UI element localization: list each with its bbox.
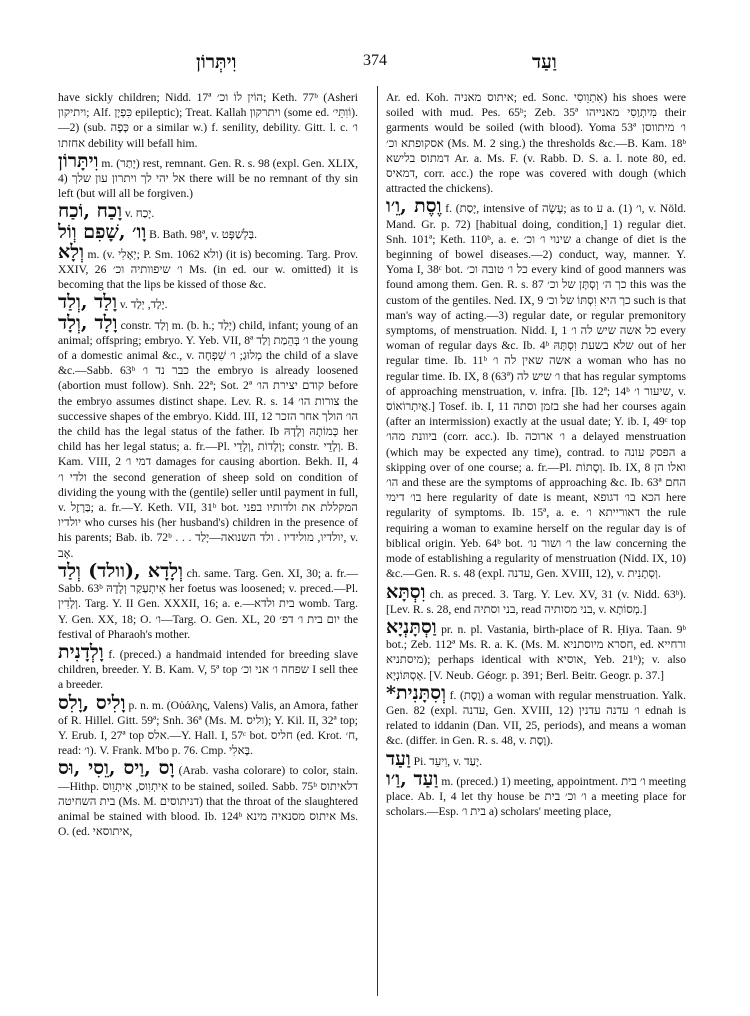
entry-headword: וְלָא	[58, 240, 84, 263]
dictionary-entry	[386, 681, 686, 749]
entry-definition: pr. n. pl. Vastania, birth-place of R. Ḥiya. Taan. 9ᵇ bot.; Zeb. 112ª Ms. R. a. K. (Ms. M. חסרא מיוסתניא, ed. ורחייא מיסתניא); perhaps identical with אוסיא, Yeb. 21ᵇ); v. also אָסְתּוֹנְיָא. [V. Neub. Géogr. p. 391; Berl. Beitr. Geogr. p. 37.]	[386, 622, 686, 682]
entry-definition: ch. as preced. 3. Targ. Y. Lev. XV, 31 (v. Nidd. 63ᵇ). [Lev. R. s. 28, end בני וסתיה, read בני מסותיה, v. מְסוֹתָא.]	[386, 587, 686, 616]
header-left-guide-word: וִיתְּרוֹן	[196, 52, 237, 73]
dictionary-entry	[386, 90, 686, 196]
entry-definition: ch. same. Targ. Gen. XI, 30; a. fr.—Sabb. 63ᵇ אִיתְעַקַר וְלָדָהּ her foetus was loosened; v. preced.—Pl. וְלָדִין. Targ. Y. II Gen. XXXII, 16; a. e.—בית ולדא womb. Targ. Y. Gen. XX, 18; O. ו׳—Targ. O. Gen. XL, 20 יום בית ו׳ דפ׳ the festival of Pharaoh's mother.	[58, 566, 358, 641]
running-head	[0, 52, 750, 82]
dictionary-entry	[58, 220, 358, 243]
entry-definition: (Arab. vasha colorare) to color, stain. —Hithp. אִיתְוִוס, אִיתְוֵוס to be stained, soiled. Sabb. 75ᵇ דלאיתוס בית השחיטה (Ms. M. דניתוסים) that the throat of the slaughtered animal be stained with blood. Ib. 124ᵇ איתוס מסנאיה מינא Ms. O. (ed. איתוסאי,	[58, 764, 358, 839]
dictionary-entry	[386, 580, 686, 617]
entry-headword: וָס ,וַיס ,וֵסִי ,וּס	[58, 757, 175, 780]
entry-headword: וַסְתָּנְיָא	[386, 615, 437, 638]
entry-definition: have sickly children; Nidd. 17ª הוֹין לוֹ וכ׳; Keth. 77ᵇ (Asheri ויתיקון; Alf. כִּפְיָן epileptic); Treat. Kallah ויתרקון (some ed. וֹוִתֵּי׳).—2) (sub. כָּפָה or a similar w.) f. senility, debility. Gitt. l. c. ו׳ אחזתו debility will befall him.	[58, 91, 358, 150]
left-column	[58, 90, 358, 1002]
entry-headword: וִסְתָּא	[386, 580, 426, 603]
entry-headword: וָלָד ,וְלָד	[58, 311, 118, 334]
dictionary-entry	[386, 767, 686, 820]
page-number: 374	[363, 52, 387, 69]
right-column	[386, 90, 686, 1002]
header-right-guide-word: וַעַד	[532, 52, 557, 73]
entry-definition: v. יָלַד, יְלַד.	[119, 298, 168, 312]
entry-definition: p. n. m. (Οὐάλης, Valens) Valis, an Amora, father of R. Hillel. Gitt. 59ª; Snh. 36ª (Ms. M. וליס); Y. Kil. II, 32ª top; Y. Erub. I, 27ª top אלס.—Y. Hall. I, 57ᶜ bot. חליס (ed. Krot. ח׳, read: ו׳). V. Frank. M'bo p. 76. Cmp. בֶּאלִי.	[58, 698, 358, 758]
entry-definition: constr. וְלַד m. (b. h.; יָלַד) child, infant; young of an animal; offspring; embryo. Y. Yeb. VII, 8ª ו׳ בְּהֵמַת וְלַד the young of a domestic animal &c., v. מְלוּגַ; ו׳ שִׁפְחָה the child of a slave &c.—Sabb. 63ᵇ כבר נד ו׳ the embryo is already loosened (abortion must follow). Snh. 22ª; Sot. 2ª קודם יצירת הו׳ before the embryo assumes distinct shape. Lev. R. s. 14 צורות הו׳ the successive shapes of the embryo. Kidd. III, 12 הו׳ הולך אחר הזכר the child has the legal status of the father. Ib כְּמוֹתָהּ וְלָדָהּ her child has her legal status; a. fr.—Pl. וְלָדוֹת ,וְלָדֵי; constr. וְלָדֵי. B. Kam. VIII, 2 דמי ו׳ damages for causing abortion. Bekh. II, 4 ולדי ו׳ the second generation of sheep sold on condition of dividing the young with the (gentile) seller until payment in full, v. בַּרְזֶל; a. fr.—Y. Keth. VII, 31ᵇ bot. המקללת את ולדותיו בפני יולדיו who curses his (her husband's) children in the presence of his parents; Bab. ib. 72ᵇ . . . יולדיו, מולידיו . ולד השנואה—יָלַד, v. אָב.	[58, 318, 358, 560]
entry-headword: וָלַד ,וְלַד	[58, 291, 118, 314]
dictionary-entry	[58, 202, 358, 221]
dictionary-entry	[58, 759, 358, 839]
entry-definition: v. יָכַח.	[124, 207, 155, 221]
entry-headword: וַעַד	[386, 747, 411, 770]
dictionary-entry	[58, 640, 358, 693]
entry-definition: f. (preced.) a handmaid intended for breeding slave children, breeder. Y. B. Kam. V, 5ª top שפחה ו׳ אני וכ׳ I sell thee a breeder.	[58, 647, 358, 692]
entry-headword: וֶסֶת ,וֵ׳ו	[386, 195, 442, 218]
dictionary-entry	[386, 197, 686, 581]
entry-headword: וָו׳ ,שָׁפִם וְוֹל	[58, 220, 147, 243]
entry-headword: וְלָדָא ,(וולד) וְלַד	[58, 559, 184, 582]
entry-definition: B. Bath. 98ª, v. בַּלְשַׁפָּט.	[149, 227, 257, 241]
entry-definition: m. (preced.) 1) meeting, appointment. ו׳ בית meeting place. Ab. I, 4 let thy house be ו׳ וכ׳ בית a meeting place for scholars.—Esp. בית ו׳ a) scholars' meeting place,	[386, 774, 686, 819]
column-divider	[377, 86, 378, 996]
entry-definition: m. (v. יְאָלִי; P. Sm. 1062 ולא) (it is) becoming. Targ. Prov. XXIV, 26 ו׳ שיפוותיה וכ׳ Ms. (in ed. our w. omitted) it is becoming that the lips be kissed of those &c.	[58, 247, 358, 292]
dictionary-entry	[58, 559, 358, 642]
dictionary-entry	[386, 747, 686, 770]
entry-headword: וָלִיס ,וָלִס	[58, 691, 126, 714]
entry-headword: וָכַח ,וֹכַח	[58, 200, 123, 223]
dictionary-entry	[58, 149, 358, 202]
dictionary-entry	[58, 311, 358, 561]
dictionary-entry	[58, 240, 358, 293]
entry-headword: וִיתָּרוֹן	[58, 149, 99, 172]
entry-definition: f. (וֶסֶת) a woman with regular menstruation. Yalk. Gen. 82 (expl. עדנה, Gen. XVIII, 12) ו׳ עדנה עדנין ednah is related to iddanin (Dan. VII, 25, periods), and means a woman &c. (differ. in Gen. R. s. 48, v. וֶסֶת).	[386, 688, 686, 748]
dictionary-entry	[386, 615, 686, 683]
entry-headword: וָלְדָנִית	[58, 640, 104, 663]
entry-headword: *וְסִתָּנִית	[386, 681, 446, 704]
dictionary-entry	[58, 691, 358, 759]
dictionary-entry	[58, 293, 358, 312]
entry-definition: m. (יָתַר) rest, remnant. Gen. R. s. 98 (expl. Gen. XLIX, 4) אל יהי לך ויתרון עון שלך there will be no remnant of thy sin left (but will all be forgiven.)	[58, 156, 358, 201]
entry-definition: Ar. ed. Koh. איתוס מאניה; ed. Sonc. אִתְוֵוסִי) his shoes were soiled with mud. Pes. 65ᵇ; Zeb. 35ª מִיתְוַסִי מאנייהו their garments would be soiled (with blood). Yoma 53ª ו׳ מיתווסן אסקופתא וכ׳ (Ms. M. 2 sing.) the thresholds &c.—B. Kam. 18ᵇ דמתוס בלישא Ar. a. Ms. F. (v. Rabb. D. S. a. l. note 80, ed. דמאיס, corr. acc.) the rope was covered with dough (which attracted the chickens).	[386, 91, 686, 196]
entry-definition: f. (יָסַת, intensive of עָשָׂה; as to ע a. ו׳ (1), v. Nöld. Mand. Gr. p. 72) [habitual doing, condition,] 1) regular diet. Snh. 101ª; Keth. 110ᵇ, a. e. שינוי ו׳ וכ׳ a change of diet is the beginning of bowel diseases.—2) conduct, way, manner. Y. Yoma I, 38ᶜ bot. כל ו׳ טובה וכ׳ every kind of good manners was found among them. Gen. R. s. 87 כך ה׳ וְסְתָּן של וכ׳ this was the custom of the gentiles. Ned. IX, 9 כך היא וִסְתּוֹ של וכ׳ such is that man's way of acting.—3) regular date, or regular premonitory symptoms, of menstruation. Nidd. I, 1 כל אשה שיש לה ו׳ every woman of regular days &c. Ib. 4ᵇ שלא בשעת וִסְתָּהּ out of her regular time. Ib. 11ᵇ אשה שאין לה ו׳ a woman who has no regular time. Ib. IX, 8 (63ª) ו׳ שיש לה that has regular symptoms of approaching menstruation, v. infra. [Ib. 12ª; 14ᵇ שיעור ו׳, v. אֲיִתְרוֹאוֹס.] Tosef. ib. I, 11 בזמן וסתה she had her courses again (after an intermission) exactly at the usual date; Y. ib. I, 49ᶜ top ביוונת מהו׳ (corr. acc.). Ib. ו׳ ארוכה a delayed menstruation (which may be expected any time), contrad. to הפסק עונה a skipping over of one course; a. fr.—Pl. וְסָתוֹת. Ib. IX, 8 ואלו הן הו׳ and these are the symptoms of approaching &c. Ib. 63ª החם בו׳ דימי here regularity of date is meant, הכא בו׳ דגופא here regularity of symptoms. Ib. 15ª, a. e. דאורייתא ו׳ the rule requiring a woman to examine herself on the regular day is of biblical origin. Yeb. 64ᵇ bot. ו׳ ושור נו׳ the law concerning the mode of establishing a regularity of menstruation (Nidd. IX, 10) &c.—Gen. R. s. 48 (expl. עדנה, Gen. XVIII, 12), v. וְסְתָנִית.	[386, 202, 686, 581]
entry-definition: Pi. וִיעֵד, v. יָעַד.	[413, 754, 483, 768]
entry-headword: וַעַד ,וַ׳ו	[386, 767, 439, 790]
dictionary-entry	[58, 90, 358, 151]
